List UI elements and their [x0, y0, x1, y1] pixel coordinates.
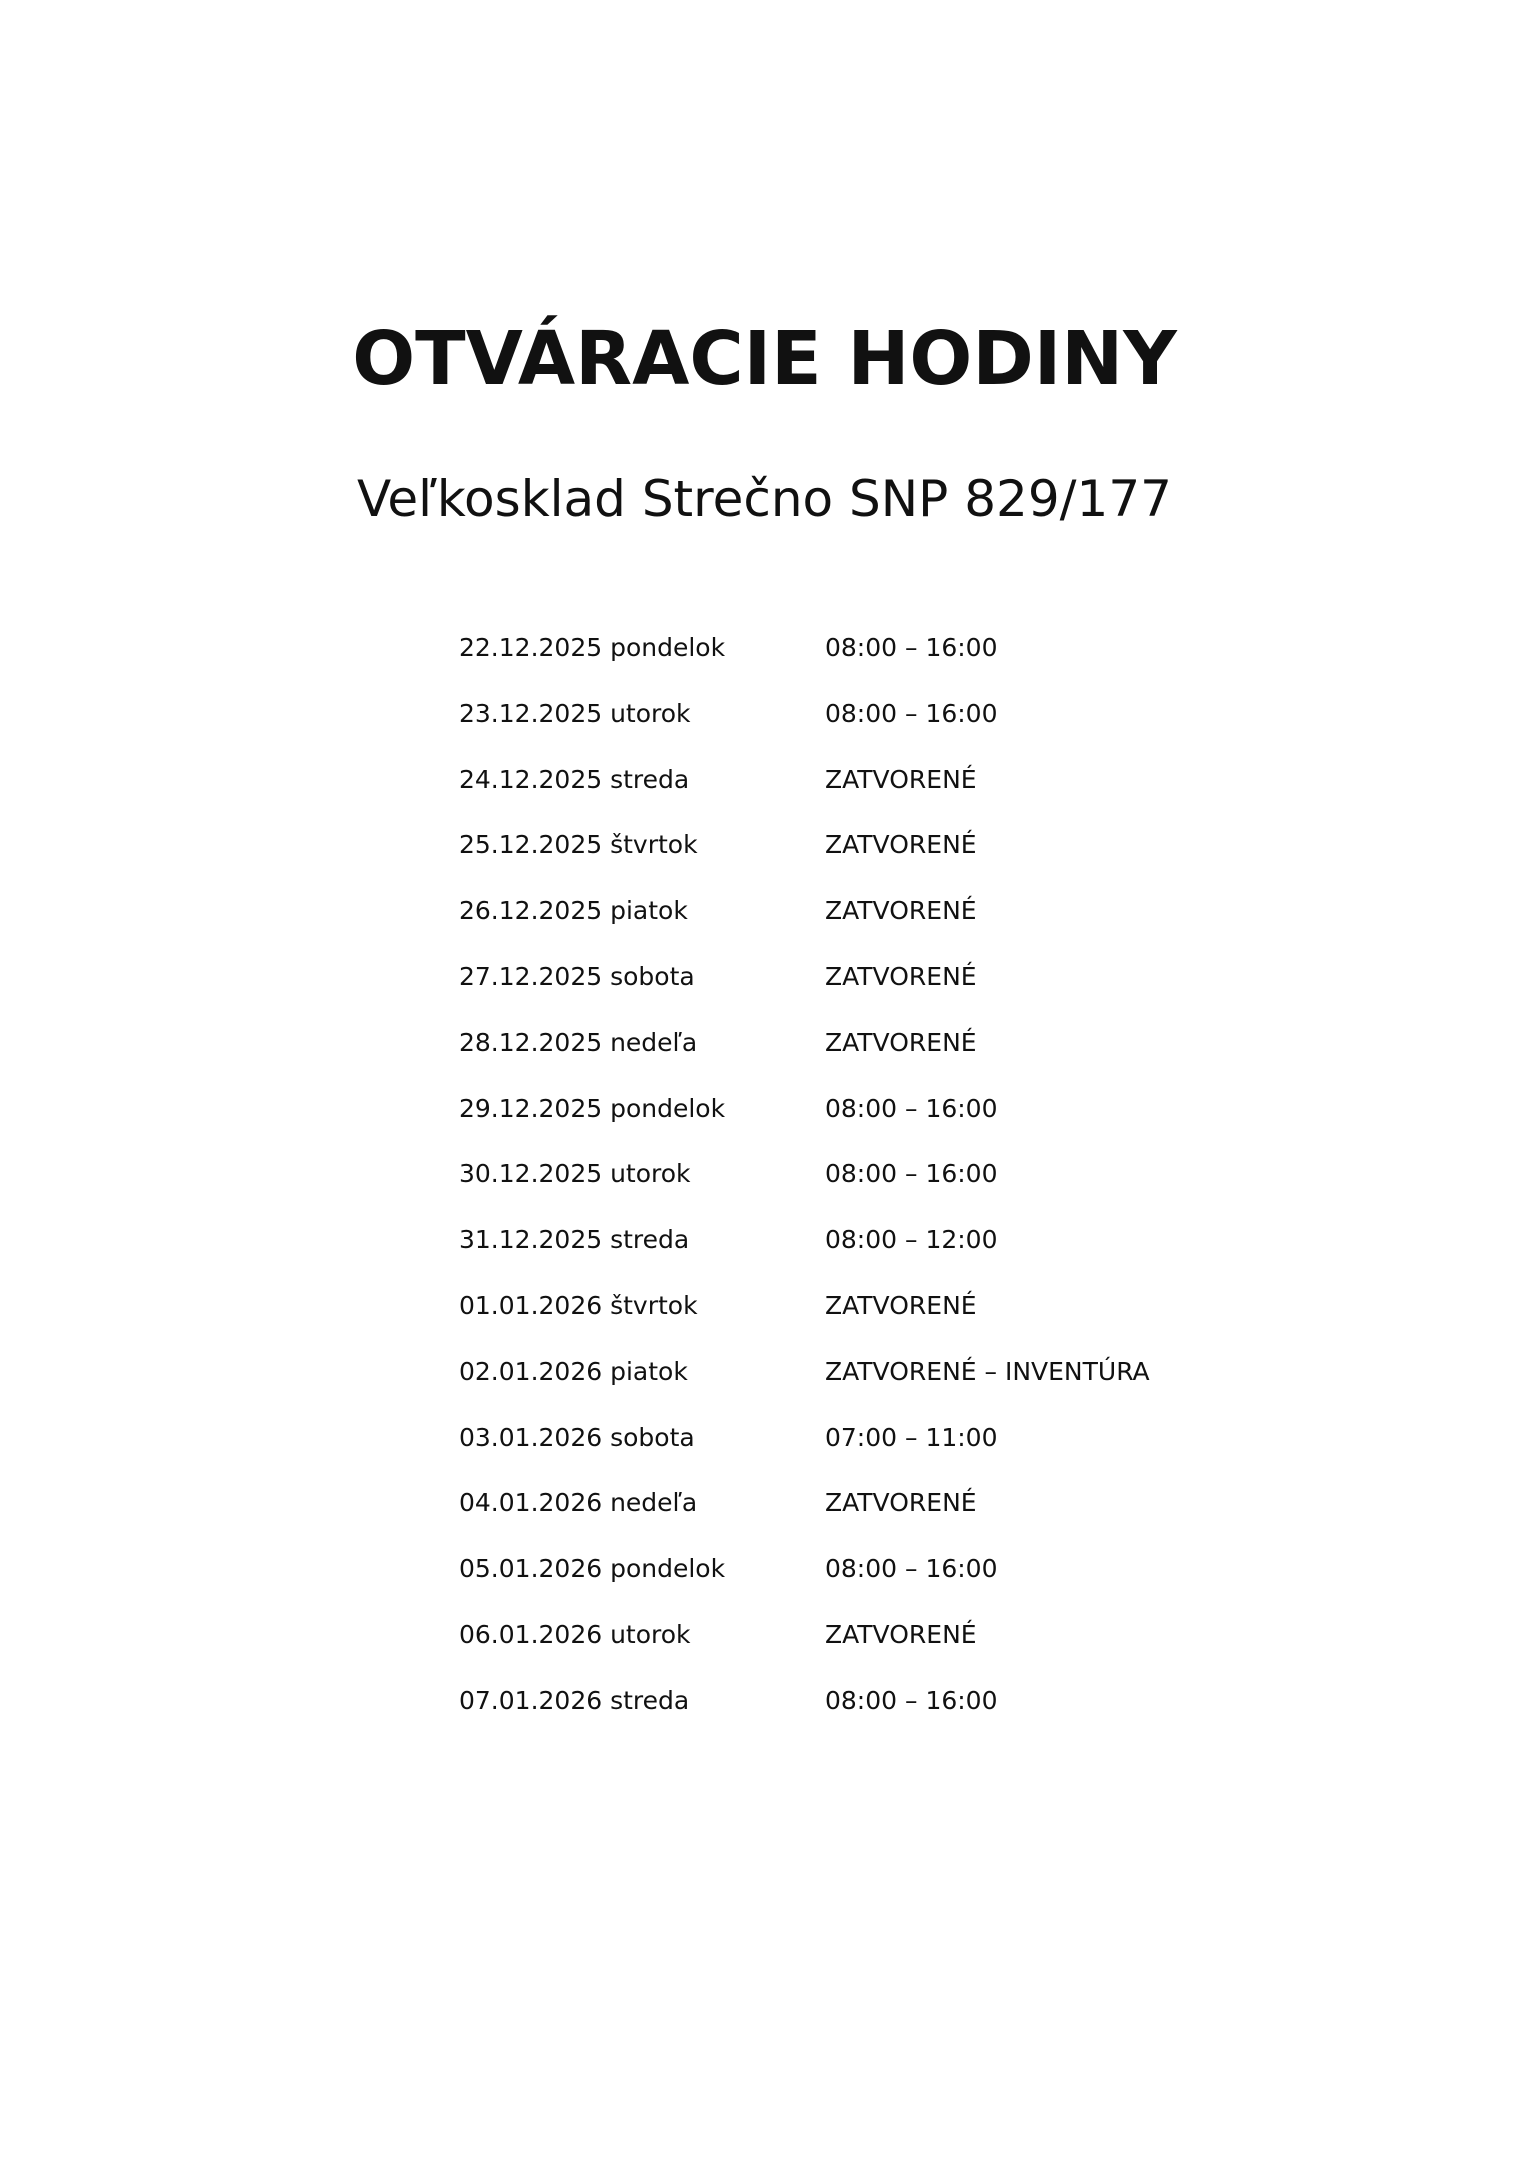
schedule-row [459, 764, 1259, 833]
page-title: OTVÁRACIE HODINY [352, 316, 1177, 402]
schedule-hours: 08:00 – 16:00 [825, 1685, 998, 1715]
schedule-row [459, 1093, 1259, 1162]
schedule-hours: ZATVORENÉ [825, 764, 977, 794]
schedule-row [459, 898, 1259, 964]
schedule-row [459, 698, 1259, 767]
schedule-day: 04.01.2026 nedeľa [459, 1488, 698, 1518]
schedule-hours: 08:00 – 16:00 [825, 698, 998, 728]
schedule-day: 24.12.2025 streda [459, 764, 690, 794]
schedule-hours: 08:00 – 16:00 [825, 1093, 998, 1123]
schedule-hours: 08:00 – 16:00 [825, 1554, 998, 1584]
schedule-day: 03.01.2026 sobota [459, 1422, 695, 1452]
schedule-hours: 08:00 – 12:00 [825, 1225, 998, 1255]
schedule-day: 25.12.2025 štvrtok [459, 830, 698, 860]
schedule-hours: ZATVORENÉ [825, 961, 977, 991]
schedule-day: 29.12.2025 pondelok [459, 1093, 726, 1123]
schedule-hours: ZATVORENÉ [825, 1619, 977, 1649]
schedule-row [459, 1356, 1259, 1425]
schedule-row [459, 1161, 1259, 1227]
schedule-day: 30.12.2025 utorok [459, 1159, 691, 1189]
page-subtitle: Veľkosklad Strečno SNP 829/177 [357, 470, 1172, 528]
schedule-day: 22.12.2025 pondelok [459, 633, 726, 662]
schedule-day: 27.12.2025 sobota [459, 961, 695, 991]
schedule-day: 06.01.2026 utorok [459, 1619, 691, 1649]
schedule-row [459, 1490, 1259, 1556]
schedule-day: 05.01.2026 pondelok [459, 1554, 726, 1584]
schedule-row [459, 1619, 1259, 1688]
schedule-row [459, 832, 1259, 898]
schedule-day: 26.12.2025 piatok [459, 896, 688, 926]
schedule-hours: ZATVORENÉ [825, 1488, 977, 1518]
schedule-hours: ZATVORENÉ – INVENTÚRA [825, 1356, 1150, 1386]
schedule-hours: 07:00 – 11:00 [825, 1422, 998, 1452]
schedule-hours: ZATVORENÉ [825, 896, 977, 926]
schedule-day: 23.12.2025 utorok [459, 698, 691, 728]
schedule-hours: ZATVORENÉ [825, 1027, 977, 1057]
schedule-row [459, 1227, 1259, 1293]
schedule-day: 07.01.2026 streda [459, 1685, 690, 1715]
schedule-day: 02.01.2026 piatok [459, 1356, 688, 1386]
schedule-row [459, 1290, 1259, 1359]
schedule-row [459, 1556, 1259, 1622]
schedule-day: 28.12.2025 nedeľa [459, 1027, 698, 1057]
schedule-row [459, 1422, 1259, 1491]
schedule-row [459, 1685, 1259, 1754]
schedule-day: 31.12.2025 streda [459, 1225, 690, 1255]
schedule-row [459, 961, 1259, 1030]
schedule-hours: ZATVORENÉ [825, 1290, 977, 1320]
schedule-day: 01.01.2026 štvrtok [459, 1290, 698, 1320]
schedule-row [459, 635, 1259, 701]
schedule-hours: 08:00 – 16:00 [825, 1159, 998, 1189]
schedule-hours: ZATVORENÉ [825, 830, 977, 860]
opening-hours-list [459, 635, 1259, 1754]
schedule-row [459, 1027, 1259, 1096]
schedule-hours: 08:00 – 16:00 [825, 633, 998, 662]
